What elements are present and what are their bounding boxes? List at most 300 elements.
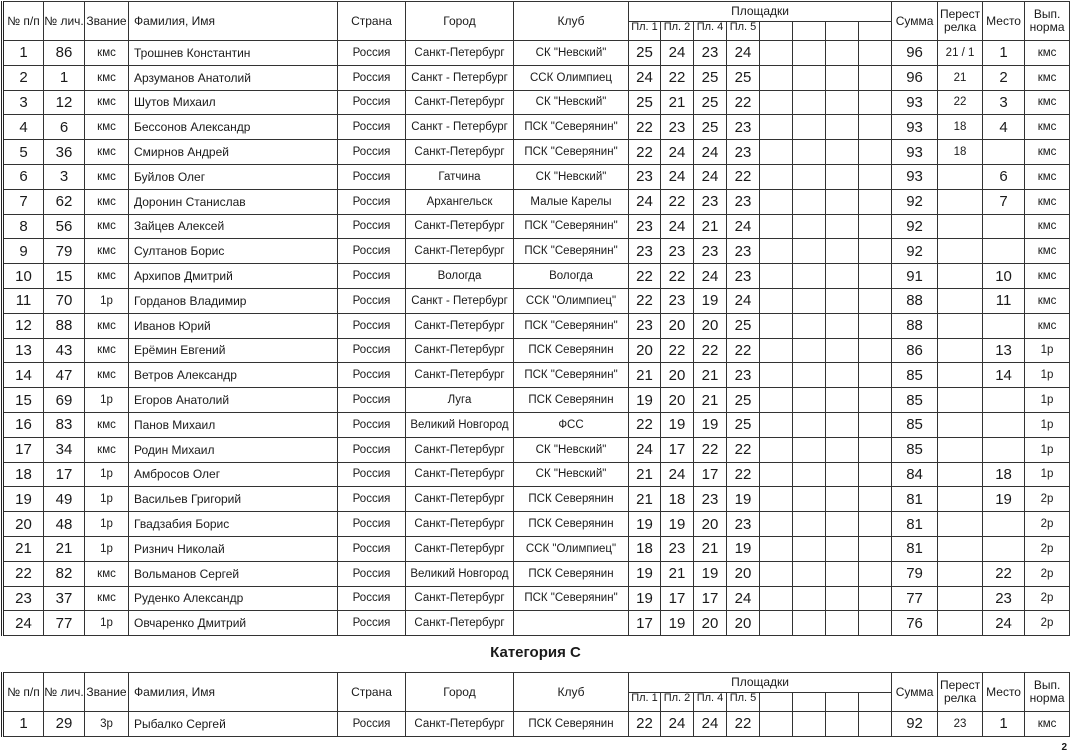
cell-pl-score: 24 [661, 140, 694, 165]
table-row [3, 189, 1070, 214]
cell-strana: Россия [338, 313, 406, 338]
header-pl-1: Пл. 1 [629, 693, 661, 712]
table-row [3, 115, 1070, 140]
cell-klub: СК "Невский" [514, 164, 629, 189]
cell-gorod: Санкт-Петербург [406, 536, 514, 561]
cell-pl-empty [859, 586, 892, 611]
cell-summa: 92 [892, 239, 938, 264]
cell-zvanie: кмс [85, 41, 129, 66]
cell-gorod: Санкт-Петербург [406, 611, 514, 636]
table-row [3, 462, 1070, 487]
cell-zvanie: кмс [85, 140, 129, 165]
cell-fio: Бессонов Александр [129, 115, 338, 140]
cell-pl-empty [826, 239, 859, 264]
cell-pl-score: 22 [727, 462, 760, 487]
cell-pl-empty [826, 437, 859, 462]
cell-pl-empty [859, 65, 892, 90]
cell-mesto: 11 [983, 288, 1025, 313]
cell-pl-score: 25 [694, 115, 727, 140]
cell-pl-empty [793, 611, 826, 636]
cell-pl-score: 25 [694, 90, 727, 115]
cell-mesto [983, 536, 1025, 561]
cell-fio: Арзуманов Анатолий [129, 65, 338, 90]
table-row [3, 487, 1070, 512]
header-zvanie: Звание [85, 2, 129, 41]
cell-perestrelka [938, 487, 983, 512]
cell-pl-empty [760, 611, 793, 636]
cell-gorod: Архангельск [406, 189, 514, 214]
cell-gorod: Санкт-Петербург [406, 586, 514, 611]
cell-zvanie: кмс [85, 412, 129, 437]
table-row [3, 140, 1070, 165]
cell-lich: 82 [44, 561, 85, 586]
cell-zvanie: кмс [85, 363, 129, 388]
cell-pl-score: 22 [694, 437, 727, 462]
cell-pl-score: 24 [694, 264, 727, 289]
cell-pp: 9 [3, 239, 44, 264]
header-pl-5: Пл. 5 [727, 693, 760, 712]
header-lich: № лич. [44, 2, 85, 41]
cell-norma: кмс [1025, 90, 1070, 115]
table-row [3, 65, 1070, 90]
table-row [3, 412, 1070, 437]
cell-lich: 34 [44, 437, 85, 462]
cell-klub [514, 611, 629, 636]
cell-lich: 43 [44, 338, 85, 363]
cell-pl-empty [793, 264, 826, 289]
cell-pp: 21 [3, 536, 44, 561]
cell-klub: ПСК "Северянин" [514, 239, 629, 264]
table-header [3, 673, 1070, 712]
cell-strana: Россия [338, 214, 406, 239]
header-mesto: Место [983, 673, 1025, 712]
cell-pl-empty [793, 288, 826, 313]
table-row [3, 363, 1070, 388]
cell-zvanie: 1р [85, 611, 129, 636]
cell-pl-score: 25 [727, 65, 760, 90]
cell-lich: 21 [44, 536, 85, 561]
cell-pl-empty [859, 412, 892, 437]
cell-pl-empty [793, 140, 826, 165]
cell-mesto: 2 [983, 65, 1025, 90]
cell-norma: 2р [1025, 611, 1070, 636]
cell-mesto [983, 313, 1025, 338]
cell-strana: Россия [338, 264, 406, 289]
cell-zvanie: кмс [85, 214, 129, 239]
cell-pl-score: 17 [694, 586, 727, 611]
cell-pl-empty [793, 115, 826, 140]
header-pl-5: Пл. 5 [727, 22, 760, 41]
cell-pl-score: 20 [694, 611, 727, 636]
cell-gorod: Санкт-Петербург [406, 437, 514, 462]
cell-perestrelka [938, 536, 983, 561]
cell-pl-empty [793, 536, 826, 561]
cell-pl-empty [760, 239, 793, 264]
cell-perestrelka [938, 611, 983, 636]
cell-pl-score: 19 [694, 561, 727, 586]
cell-klub: ФСС [514, 412, 629, 437]
cell-pp: 17 [3, 437, 44, 462]
cell-pl-empty [793, 512, 826, 537]
cell-pl-score: 21 [694, 214, 727, 239]
cell-pl-empty [859, 90, 892, 115]
cell-norma: 2р [1025, 512, 1070, 537]
header-mesto: Место [983, 2, 1025, 41]
cell-pl-empty [793, 388, 826, 413]
cell-pl-score: 22 [629, 140, 661, 165]
cell-pl-empty [793, 712, 826, 737]
cell-perestrelka: 21 [938, 65, 983, 90]
cell-pl-empty [793, 338, 826, 363]
cell-lich: 70 [44, 288, 85, 313]
cell-pp: 19 [3, 487, 44, 512]
cell-zvanie: кмс [85, 239, 129, 264]
table-row [3, 214, 1070, 239]
cell-pl-empty [859, 140, 892, 165]
cell-pl-empty [793, 90, 826, 115]
cell-pl-empty [826, 214, 859, 239]
cell-pl-empty [859, 561, 892, 586]
cell-gorod: Санкт - Петербург [406, 115, 514, 140]
table-row [3, 611, 1070, 636]
cell-norma: 2р [1025, 561, 1070, 586]
cell-pl-empty [793, 561, 826, 586]
cell-pl-empty [826, 412, 859, 437]
cell-pl-empty [760, 189, 793, 214]
cell-pl-score: 24 [629, 189, 661, 214]
cell-zvanie: 1р [85, 288, 129, 313]
cell-pl-score: 20 [629, 338, 661, 363]
cell-pl-empty [760, 462, 793, 487]
cell-pl-empty [793, 41, 826, 66]
cell-lich: 37 [44, 586, 85, 611]
cell-pl-empty [859, 487, 892, 512]
cell-pl-empty [826, 164, 859, 189]
cell-fio: Панов Михаил [129, 412, 338, 437]
cell-perestrelka: 21 / 1 [938, 41, 983, 66]
cell-pl-empty [859, 313, 892, 338]
header-norma: Вып. норма [1025, 2, 1070, 41]
cell-mesto: 19 [983, 487, 1025, 512]
cell-gorod: Великий Новгород [406, 561, 514, 586]
cell-pl-score: 24 [694, 140, 727, 165]
cell-pl-score: 19 [727, 487, 760, 512]
cell-zvanie: кмс [85, 313, 129, 338]
cell-pl-empty [760, 536, 793, 561]
header-klub: Клуб [514, 2, 629, 41]
header-zvanie: Звание [85, 673, 129, 712]
cell-pl-score: 19 [694, 288, 727, 313]
cell-pl-empty [826, 388, 859, 413]
header-perestrelka: Перест релка [938, 2, 983, 41]
header-pl-2: Пл. 2 [661, 693, 694, 712]
table-row [3, 586, 1070, 611]
results-table-category-c [1, 672, 1070, 737]
cell-summa: 88 [892, 313, 938, 338]
table-body [3, 41, 1070, 636]
table-row [3, 437, 1070, 462]
cell-norma: кмс [1025, 41, 1070, 66]
cell-summa: 88 [892, 288, 938, 313]
cell-norma: кмс [1025, 313, 1070, 338]
cell-lich: 79 [44, 239, 85, 264]
header-strana: Страна [338, 2, 406, 41]
cell-norma: 2р [1025, 586, 1070, 611]
cell-summa: 79 [892, 561, 938, 586]
cell-klub: Малые Карелы [514, 189, 629, 214]
cell-mesto: 1 [983, 712, 1025, 737]
cell-fio: Трошнев Константин [129, 41, 338, 66]
cell-summa: 93 [892, 90, 938, 115]
cell-pl-empty [859, 611, 892, 636]
cell-klub: СК "Невский" [514, 437, 629, 462]
cell-pp: 23 [3, 586, 44, 611]
cell-summa: 86 [892, 338, 938, 363]
cell-pl-empty [859, 41, 892, 66]
cell-mesto: 7 [983, 189, 1025, 214]
cell-pl-empty [760, 264, 793, 289]
cell-klub: ПСК "Северянин" [514, 586, 629, 611]
cell-pp: 11 [3, 288, 44, 313]
cell-pl-empty [760, 561, 793, 586]
results-table-main [1, 1, 1070, 636]
cell-pl-score: 20 [661, 363, 694, 388]
cell-pl-score: 22 [629, 712, 661, 737]
cell-strana: Россия [338, 462, 406, 487]
cell-pl-empty [826, 611, 859, 636]
cell-perestrelka [938, 512, 983, 537]
cell-pp: 5 [3, 140, 44, 165]
cell-lich: 56 [44, 214, 85, 239]
cell-norma: кмс [1025, 65, 1070, 90]
cell-pl-score: 22 [629, 412, 661, 437]
cell-mesto: 23 [983, 586, 1025, 611]
table-row [3, 239, 1070, 264]
cell-gorod: Великий Новгород [406, 412, 514, 437]
cell-pl-score: 24 [629, 65, 661, 90]
cell-mesto: 24 [983, 611, 1025, 636]
cell-pl-score: 21 [629, 363, 661, 388]
cell-pl-empty [760, 412, 793, 437]
cell-mesto [983, 412, 1025, 437]
cell-pl-score: 17 [694, 462, 727, 487]
cell-summa: 76 [892, 611, 938, 636]
cell-pl-score: 23 [629, 239, 661, 264]
cell-gorod: Санкт-Петербург [406, 239, 514, 264]
cell-strana: Россия [338, 239, 406, 264]
cell-pl-score: 23 [694, 487, 727, 512]
cell-lich: 3 [44, 164, 85, 189]
cell-pp: 2 [3, 65, 44, 90]
cell-pp: 14 [3, 363, 44, 388]
cell-norma: 1р [1025, 338, 1070, 363]
cell-pl-score: 19 [661, 611, 694, 636]
cell-lich: 69 [44, 388, 85, 413]
cell-klub: ПСК "Северянин" [514, 313, 629, 338]
cell-mesto: 1 [983, 41, 1025, 66]
cell-strana: Россия [338, 561, 406, 586]
cell-pl-score: 21 [661, 90, 694, 115]
cell-pl-empty [859, 712, 892, 737]
cell-strana: Россия [338, 164, 406, 189]
cell-pl-empty [826, 65, 859, 90]
cell-strana: Россия [338, 338, 406, 363]
cell-gorod: Санкт-Петербург [406, 140, 514, 165]
cell-pl-score: 17 [629, 611, 661, 636]
cell-pl-score: 22 [661, 189, 694, 214]
cell-perestrelka [938, 363, 983, 388]
cell-perestrelka [938, 412, 983, 437]
cell-norma: кмс [1025, 140, 1070, 165]
cell-pl-score: 20 [694, 313, 727, 338]
cell-zvanie: 1р [85, 388, 129, 413]
cell-perestrelka: 22 [938, 90, 983, 115]
cell-fio: Шутов Михаил [129, 90, 338, 115]
cell-pl-empty [760, 363, 793, 388]
cell-summa: 85 [892, 388, 938, 413]
cell-zvanie: кмс [85, 90, 129, 115]
cell-summa: 93 [892, 140, 938, 165]
cell-strana: Россия [338, 288, 406, 313]
cell-pl-score: 23 [694, 239, 727, 264]
header-klub: Клуб [514, 673, 629, 712]
cell-pl-empty [826, 712, 859, 737]
cell-pl-empty [793, 214, 826, 239]
cell-lich: 62 [44, 189, 85, 214]
cell-norma: кмс [1025, 115, 1070, 140]
cell-lich: 17 [44, 462, 85, 487]
header-ploshchadki: Площадки [629, 2, 892, 22]
cell-klub: ССК Олимпиец [514, 65, 629, 90]
cell-pl-empty [793, 313, 826, 338]
cell-pl-score: 23 [661, 115, 694, 140]
cell-mesto: 18 [983, 462, 1025, 487]
cell-pl-score: 20 [661, 388, 694, 413]
cell-pl-score: 23 [661, 536, 694, 561]
cell-klub: СК "Невский" [514, 41, 629, 66]
cell-pl-score: 23 [629, 214, 661, 239]
cell-klub: ССК "Олимпиец" [514, 536, 629, 561]
cell-gorod: Санкт-Петербург [406, 214, 514, 239]
cell-pl-score: 23 [727, 140, 760, 165]
cell-pl-score: 22 [629, 288, 661, 313]
category-title: Категория С [490, 644, 581, 661]
cell-pl-score: 24 [661, 462, 694, 487]
cell-gorod: Санкт-Петербург [406, 487, 514, 512]
cell-pl-score: 21 [629, 487, 661, 512]
cell-norma: 1р [1025, 462, 1070, 487]
cell-strana: Россия [338, 487, 406, 512]
cell-pl-score: 25 [727, 412, 760, 437]
cell-klub: ПСК Северянин [514, 712, 629, 737]
cell-pl-empty [859, 239, 892, 264]
cell-pl-score: 25 [727, 313, 760, 338]
table-row [3, 512, 1070, 537]
cell-pl-empty [826, 288, 859, 313]
cell-norma: 1р [1025, 412, 1070, 437]
cell-pl-score: 24 [661, 712, 694, 737]
cell-norma: кмс [1025, 239, 1070, 264]
cell-mesto: 22 [983, 561, 1025, 586]
cell-pl-empty [793, 462, 826, 487]
cell-pl-score: 24 [727, 41, 760, 66]
cell-pl-empty [793, 65, 826, 90]
cell-pl-score: 22 [661, 264, 694, 289]
cell-norma: 2р [1025, 536, 1070, 561]
header-summa: Сумма [892, 2, 938, 41]
cell-mesto: 10 [983, 264, 1025, 289]
header-pl-empty [826, 693, 859, 712]
cell-pl-score: 22 [694, 338, 727, 363]
cell-summa: 81 [892, 512, 938, 537]
header-pl-empty [826, 22, 859, 41]
cell-summa: 92 [892, 189, 938, 214]
cell-perestrelka [938, 239, 983, 264]
cell-strana: Россия [338, 512, 406, 537]
cell-summa: 84 [892, 462, 938, 487]
cell-pl-score: 22 [629, 264, 661, 289]
cell-pl-empty [826, 90, 859, 115]
cell-pl-empty [826, 487, 859, 512]
table-row [3, 313, 1070, 338]
cell-fio: Родин Михаил [129, 437, 338, 462]
cell-perestrelka [938, 561, 983, 586]
cell-pl-score: 24 [727, 586, 760, 611]
cell-pl-score: 23 [694, 189, 727, 214]
cell-zvanie: кмс [85, 561, 129, 586]
cell-fio: Овчаренко Дмитрий [129, 611, 338, 636]
cell-summa: 77 [892, 586, 938, 611]
header-summa: Сумма [892, 673, 938, 712]
header-ploshchadki: Площадки [629, 673, 892, 693]
header-fio: Фамилия, Имя [129, 673, 338, 712]
cell-pl-empty [760, 338, 793, 363]
table-row [3, 90, 1070, 115]
cell-summa: 93 [892, 164, 938, 189]
cell-pl-empty [859, 536, 892, 561]
cell-gorod: Санкт - Петербург [406, 65, 514, 90]
cell-pl-score: 23 [661, 288, 694, 313]
cell-pl-empty [826, 512, 859, 537]
cell-mesto [983, 512, 1025, 537]
table-row [3, 536, 1070, 561]
cell-pl-empty [826, 313, 859, 338]
cell-norma: кмс [1025, 288, 1070, 313]
cell-mesto: 13 [983, 338, 1025, 363]
cell-strana: Россия [338, 189, 406, 214]
cell-pl-score: 25 [727, 388, 760, 413]
cell-pl-score: 24 [661, 214, 694, 239]
cell-pl-score: 22 [727, 338, 760, 363]
header-pl-2: Пл. 2 [661, 22, 694, 41]
header-pl-empty [859, 22, 892, 41]
cell-pl-empty [760, 288, 793, 313]
cell-pl-empty [793, 164, 826, 189]
cell-pl-score: 23 [629, 164, 661, 189]
cell-pl-empty [826, 115, 859, 140]
cell-pl-empty [760, 90, 793, 115]
cell-pl-empty [793, 412, 826, 437]
cell-pl-empty [859, 388, 892, 413]
cell-perestrelka [938, 586, 983, 611]
cell-pl-empty [859, 462, 892, 487]
cell-fio: Вольманов Сергей [129, 561, 338, 586]
cell-pl-empty [760, 313, 793, 338]
cell-klub: ПСК "Северянин" [514, 363, 629, 388]
cell-pl-score: 21 [629, 462, 661, 487]
cell-pl-empty [760, 437, 793, 462]
cell-klub: Вологда [514, 264, 629, 289]
